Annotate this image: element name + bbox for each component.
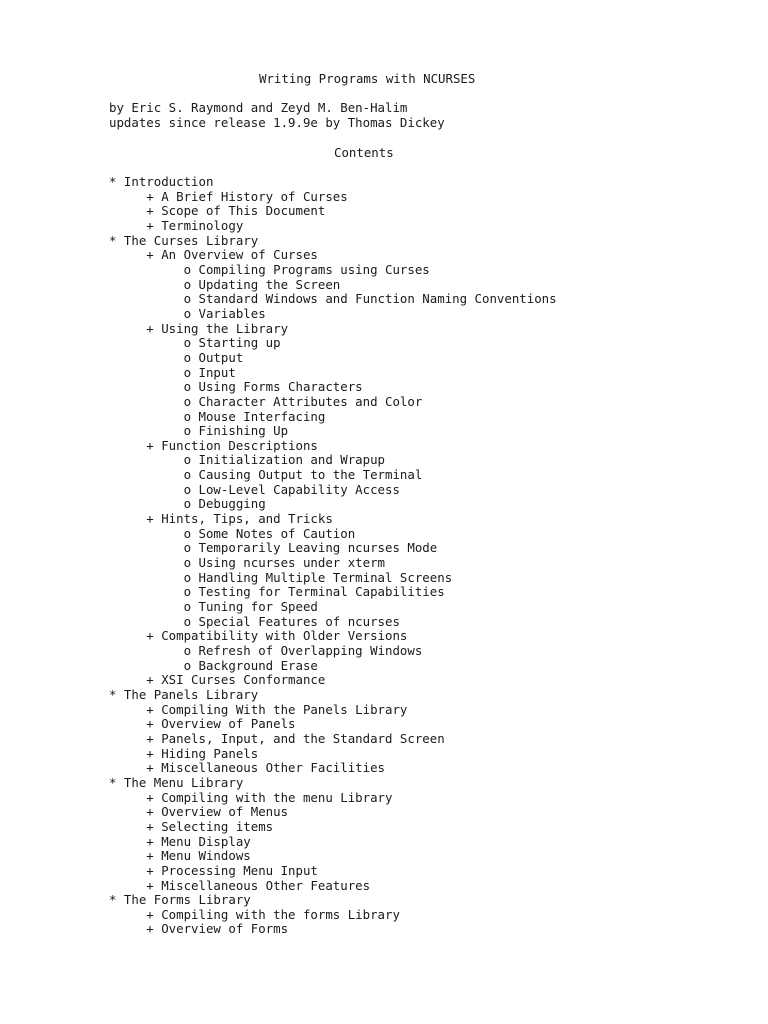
table-of-contents — [109, 175, 557, 937]
toc-entry: o Standard Windows and Function Naming Conventions — [109, 291, 557, 307]
updates-line: updates since release 1.9.9e by Thomas Dickey — [109, 115, 445, 130]
toc-entry: + Compiling with the menu Library — [109, 789, 393, 805]
toc-entry: o Background Erase — [109, 657, 318, 673]
toc-entry: + Terminology — [109, 217, 244, 233]
toc-entry: * The Menu Library — [109, 774, 244, 790]
toc-entry: o Updating the Screen — [109, 276, 341, 292]
toc-entry: o Output — [109, 349, 244, 365]
toc-entry: + Miscellaneous Other Features — [109, 877, 371, 893]
toc-entry: + Overview of Forms — [109, 921, 289, 937]
toc-entry: o Testing for Terminal Capabilities — [109, 584, 445, 600]
toc-entry: + Compiling with the forms Library — [109, 906, 400, 922]
toc-entry: o Input — [109, 364, 236, 380]
toc-entry: + Miscellaneous Other Facilities — [109, 760, 386, 776]
toc-entry: o Finishing Up — [109, 423, 289, 439]
toc-entry: o Using ncurses under xterm — [109, 555, 386, 571]
toc-entry: o Using Forms Characters — [109, 379, 363, 395]
toc-entry: + Overview of Menus — [109, 804, 289, 820]
toc-entry: o Character Attributes and Color — [109, 393, 423, 409]
author-line: by Eric S. Raymond and Zeyd M. Ben-Halim — [109, 100, 408, 115]
toc-entry: + A Brief History of Curses — [109, 188, 348, 204]
toc-entry: o Handling Multiple Terminal Screens — [109, 569, 453, 585]
toc-entry: + An Overview of Curses — [109, 247, 318, 263]
toc-entry: * The Forms Library — [109, 892, 251, 908]
toc-entry: o Refresh of Overlapping Windows — [109, 643, 423, 658]
toc-entry: * Introduction — [109, 174, 214, 189]
toc-entry: * The Curses Library — [109, 232, 259, 248]
toc-entry: + Function Descriptions — [109, 437, 318, 453]
toc-entry: + Selecting items — [109, 818, 274, 834]
toc-entry: + Hints, Tips, and Tricks — [109, 511, 333, 527]
toc-entry: + Menu Display — [109, 833, 251, 849]
toc-entry: o Low-Level Capability Access — [109, 481, 400, 497]
contents-heading: Contents — [334, 145, 394, 160]
toc-entry: + Compatibility with Older Versions — [109, 628, 408, 644]
toc-entry: + Compiling With the Panels Library — [109, 701, 408, 717]
toc-entry: + Hiding Panels — [109, 745, 259, 761]
toc-entry: + Overview of Panels — [109, 716, 296, 732]
toc-entry: + Processing Menu Input — [109, 862, 318, 878]
toc-entry: + Scope of This Document — [109, 203, 326, 219]
toc-entry: + Using the Library — [109, 320, 289, 336]
toc-entry: + Menu Windows — [109, 848, 251, 864]
toc-entry: o Causing Output to the Terminal — [109, 467, 423, 483]
toc-entry: o Initialization and Wrapup — [109, 452, 386, 468]
toc-entry: o Debugging — [109, 496, 266, 512]
toc-entry: + Panels, Input, and the Standard Screen — [109, 730, 445, 746]
toc-entry: o Compiling Programs using Curses — [109, 261, 430, 277]
toc-entry: o Temporarily Leaving ncurses Mode — [109, 540, 438, 556]
toc-entry: o Tuning for Speed — [109, 599, 318, 615]
document-title: Writing Programs with NCURSES — [259, 71, 476, 86]
toc-entry: o Starting up — [109, 335, 281, 351]
toc-entry: o Variables — [109, 305, 266, 321]
toc-entry: o Mouse Interfacing — [109, 408, 326, 424]
toc-entry: o Some Notes of Caution — [109, 525, 356, 541]
toc-entry: * The Panels Library — [109, 686, 259, 702]
toc-entry: o Special Features of ncurses — [109, 613, 400, 629]
toc-entry: + XSI Curses Conformance — [109, 672, 326, 688]
